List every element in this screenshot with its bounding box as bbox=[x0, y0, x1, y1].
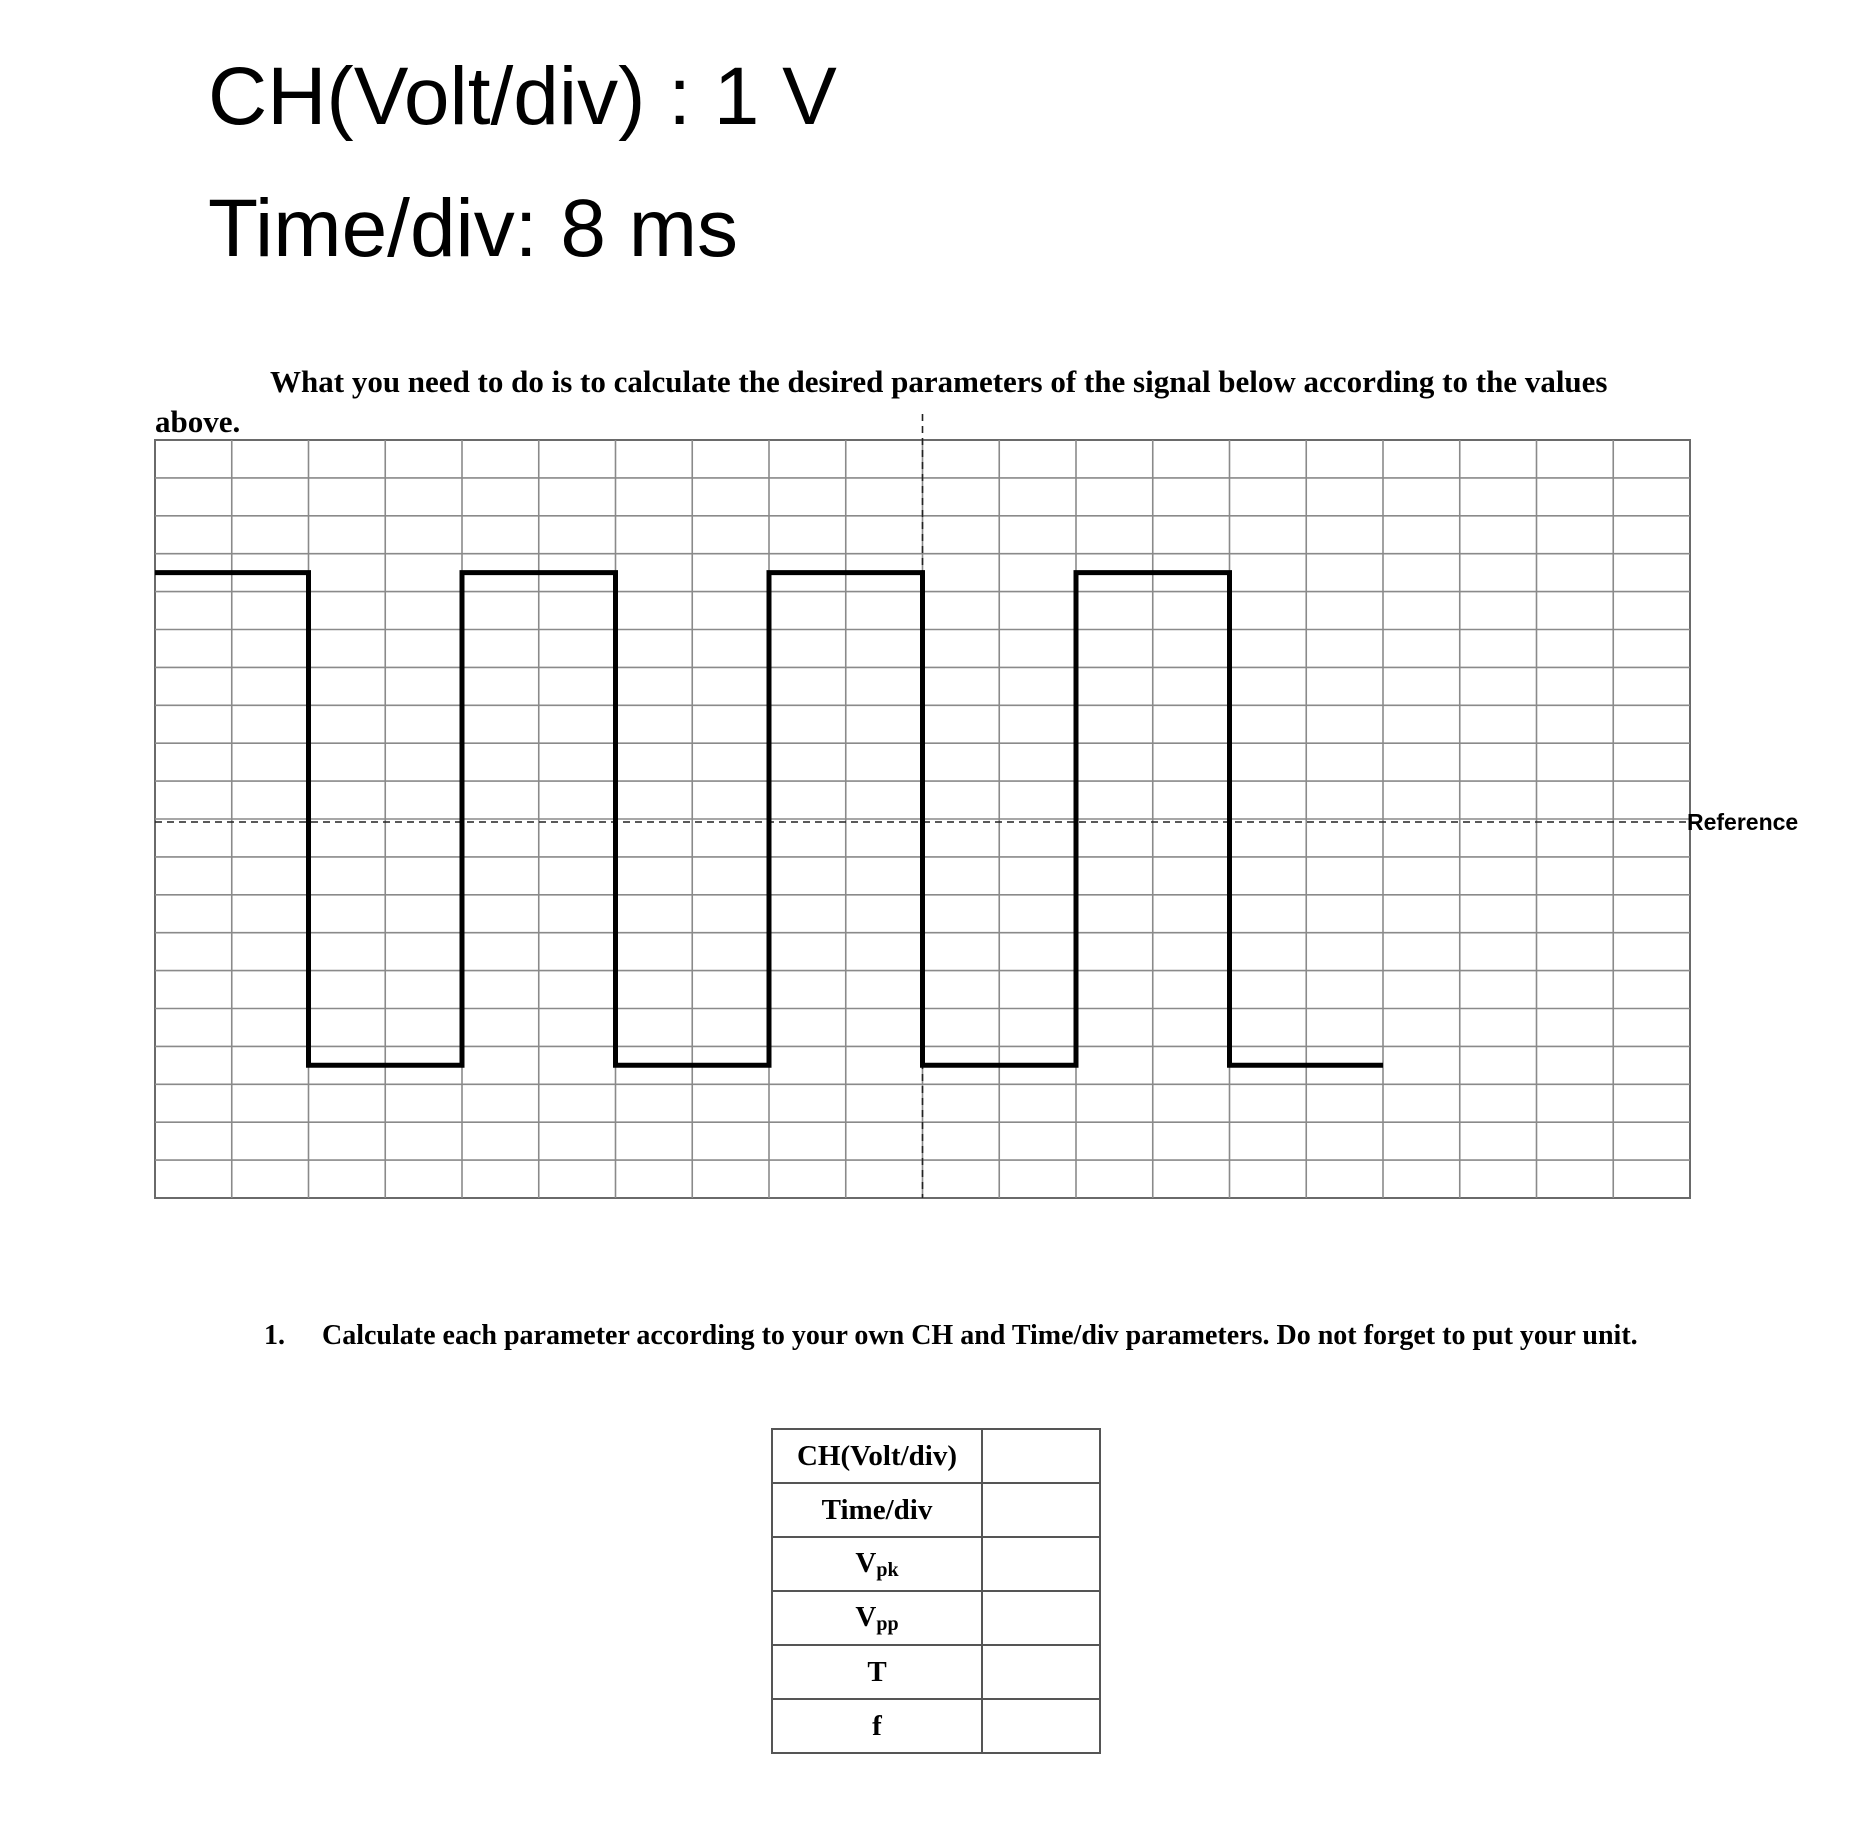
parameter-label bbox=[772, 1537, 982, 1591]
ch-volt-div-setting: CH(Volt/div) : 1 V bbox=[208, 51, 837, 142]
reference-label: Reference bbox=[1687, 809, 1799, 835]
parameter-label-text: f bbox=[872, 1709, 882, 1742]
table-row bbox=[772, 1429, 1100, 1483]
parameters-table bbox=[771, 1428, 1101, 1754]
parameter-label bbox=[772, 1591, 982, 1645]
parameter-label bbox=[772, 1483, 982, 1537]
table-row bbox=[772, 1537, 1100, 1591]
parameter-answer-cell[interactable] bbox=[982, 1537, 1100, 1591]
question-1 bbox=[264, 1318, 1684, 1354]
parameter-answer-cell[interactable] bbox=[982, 1645, 1100, 1699]
parameter-label bbox=[772, 1429, 982, 1483]
parameter-label-text: T bbox=[867, 1655, 887, 1688]
question-text: Calculate each parameter according to your own CH and Time/div parameters. Do not forget to put your unit. bbox=[322, 1320, 1638, 1351]
parameter-label-subscript: pk bbox=[876, 1558, 899, 1581]
question-number: 1. bbox=[264, 1320, 285, 1351]
parameter-answer-cell[interactable] bbox=[982, 1429, 1100, 1483]
parameter-label-text: CH(Volt/div) bbox=[796, 1439, 958, 1472]
parameter-label-text: V bbox=[855, 1600, 877, 1633]
parameter-label-text: Time/div bbox=[821, 1493, 933, 1526]
parameter-label-text: V bbox=[855, 1546, 877, 1579]
parameter-answer-cell[interactable] bbox=[982, 1483, 1100, 1537]
parameter-answer-cell[interactable] bbox=[982, 1591, 1100, 1645]
parameter-answer-cell[interactable] bbox=[982, 1699, 1100, 1753]
instruction-text: What you need to do is to calculate the desired parameters of the signal below according to the values above. bbox=[155, 364, 1608, 439]
table-row bbox=[772, 1699, 1100, 1753]
time-div-setting: Time/div: 8 ms bbox=[208, 183, 739, 274]
parameter-label bbox=[772, 1645, 982, 1699]
parameter-label-subscript: pp bbox=[876, 1612, 899, 1635]
table-row bbox=[772, 1591, 1100, 1645]
table-row bbox=[772, 1483, 1100, 1537]
table-row bbox=[772, 1645, 1100, 1699]
parameter-label bbox=[772, 1699, 982, 1753]
